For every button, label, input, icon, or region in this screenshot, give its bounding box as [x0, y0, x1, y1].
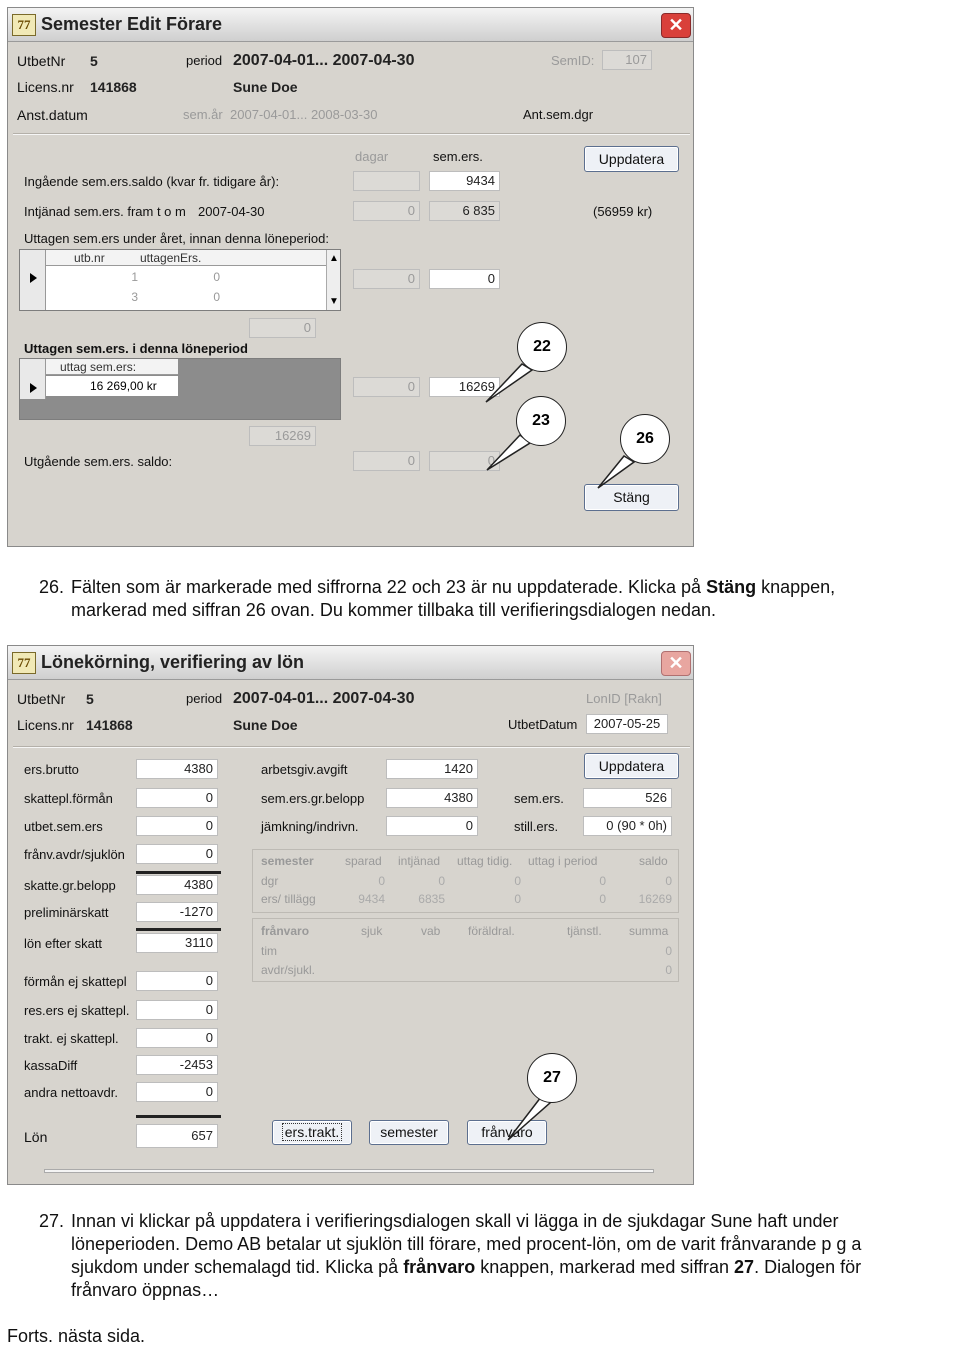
- grid2-total-field: 16269: [249, 426, 316, 446]
- dgr-sparad: 0: [378, 874, 385, 888]
- grid-header-uttagen: uttagenErs.: [140, 251, 202, 265]
- ers-sparad: 9434: [358, 892, 385, 906]
- uppdatera-button[interactable]: Uppdatera: [584, 753, 679, 779]
- window-title: Semester Edit Förare: [41, 14, 223, 34]
- row-ers-label: ers/ tillägg: [261, 892, 316, 906]
- table-row[interactable]: 1: [131, 270, 138, 284]
- app-icon: 77: [12, 14, 36, 36]
- ingaende-semers-field: 9434: [429, 171, 500, 191]
- step-26-text: markerad med siffran: [71, 600, 246, 620]
- col-sjuk: sjuk: [361, 924, 383, 938]
- step-number: 26.: [39, 577, 65, 597]
- utbetnr-label: UtbetNr: [17, 53, 66, 69]
- utbet-semers-field: 0: [136, 816, 218, 836]
- jamkning-label: jämkning/indrivn.: [261, 819, 359, 834]
- name-value: Sune Doe: [233, 79, 298, 95]
- skattepl-formon-label: skattepl.förmån: [24, 791, 113, 806]
- col-uttag-period: uttag i period: [528, 854, 598, 868]
- col-sparad: sparad: [345, 854, 382, 868]
- semester-button[interactable]: semester: [369, 1120, 449, 1145]
- intjanad-dagar-field: 0: [353, 201, 420, 221]
- table-row[interactable]: 0: [213, 270, 220, 284]
- preliminarskatt-field: -1270: [136, 902, 218, 922]
- uttagen-period-label: Uttagen sem.ers. i denna löneperiod: [24, 341, 248, 356]
- close-button[interactable]: [661, 651, 691, 676]
- antsemdgr-label: Ant.sem.dgr: [523, 107, 594, 122]
- step-27-ref-27: 27: [734, 1257, 755, 1277]
- semester-summary: [252, 849, 679, 913]
- resers-ej-label: res.ers ej skattepl.: [24, 1003, 130, 1018]
- andra-nettoavdr-label: andra nettoavdr.: [24, 1085, 118, 1100]
- step-27-line-3: [71, 1256, 861, 1279]
- semid-label: SemID:: [551, 53, 595, 68]
- step-27-text: . Dialogen för: [754, 1257, 862, 1277]
- stillers-label: still.ers.: [514, 819, 559, 834]
- kassadiff-label: kassaDiff: [24, 1058, 78, 1073]
- close-icon: ✕: [668, 15, 684, 35]
- progress-track: [44, 1169, 654, 1173]
- sum-line: [136, 928, 221, 931]
- period-value: 2007-04-01... 2007-04-30: [233, 52, 415, 69]
- col-dagar: dagar: [355, 149, 389, 164]
- preliminarskatt-label: preliminärskatt: [24, 905, 109, 920]
- close-icon: ✕: [668, 653, 684, 673]
- step-26-text: och: [406, 577, 446, 597]
- arbetsgiv-field: 1420: [386, 759, 478, 779]
- kr-total: (56959 kr): [593, 204, 653, 219]
- ers-intjanad: 6835: [418, 892, 445, 906]
- header-separator: [13, 746, 690, 748]
- period-value: 2007-04-01... 2007-04-30: [233, 690, 415, 707]
- callout-22: 22: [517, 322, 567, 372]
- step-26-text: Fälten som är markerade med siffrorna: [71, 577, 387, 597]
- period-label: period: [186, 53, 223, 68]
- avdr-summa: 0: [665, 963, 672, 977]
- resers-ej-field: 0: [136, 1000, 218, 1020]
- step-26-text: är nu uppdaterade. Klicka på: [465, 577, 707, 597]
- row-avdr-label: avdr/sjukl.: [261, 963, 316, 977]
- grid-header-utbnr: utb.nr: [74, 251, 105, 265]
- semers-field: 526: [583, 788, 672, 808]
- franvaro-header: frånvaro: [261, 924, 310, 938]
- uttagen-semers-field: 0: [429, 269, 500, 289]
- uttagen-dagar-field: 0: [353, 269, 420, 289]
- utbetdatum-field[interactable]: 2007-05-25: [586, 714, 668, 734]
- row-tim-label: tim: [261, 944, 277, 958]
- utbetnr-label: UtbetNr: [17, 691, 66, 707]
- licens-value: 141868: [90, 79, 137, 95]
- lonid-label: LonID [Rakn]: [586, 691, 662, 706]
- callout-23: 23: [516, 396, 566, 446]
- col-tjanstl: tjänstl.: [567, 924, 602, 938]
- utbetnr-value: 5: [90, 53, 98, 69]
- ers-trakt-label: ers.trakt.: [282, 1123, 342, 1141]
- col-summa: summa: [629, 924, 669, 938]
- dgr-uttag-period: 0: [599, 874, 606, 888]
- step-26-text: ovan. Du kommer tillbaka till verifieringsdialogen nedan.: [265, 600, 717, 620]
- semar-value: 2007-04-01... 2008-03-30: [230, 107, 378, 122]
- franvaro-button[interactable]: frånvaro: [467, 1120, 547, 1145]
- step-26-ref-26: 26: [245, 600, 266, 620]
- lon-efter-skatt-field: 3110: [136, 933, 218, 953]
- licens-label: Licens.nr: [17, 79, 74, 95]
- utgaende-semers-field: 0: [429, 451, 500, 471]
- semers-label: sem.ers.: [514, 791, 564, 806]
- col-semers: sem.ers.: [433, 149, 483, 164]
- grid-header-uttag: uttag sem.ers:: [60, 360, 137, 374]
- step-27-line-1: Innan vi klickar på uppdatera i verifieringsdialogen skall vi lägga in de sjukdagar Sune haft under: [71, 1211, 839, 1231]
- ers-uttag-tidig: 0: [514, 892, 521, 906]
- lon-label: Lön: [24, 1129, 48, 1145]
- callout-pointers: [0, 0, 960, 560]
- skatte-gr-belopp-field: 4380: [136, 875, 218, 895]
- intjanad-semers-field: 6 835: [429, 201, 500, 221]
- footer-continued: Forts. nästa sida.: [7, 1326, 146, 1346]
- licens-label: Licens.nr: [17, 717, 74, 733]
- formon-ej-field: 0: [136, 971, 218, 991]
- jamkning-field: 0: [386, 816, 478, 836]
- step-26-line-2: [71, 599, 716, 622]
- licens-value: 141868: [86, 717, 133, 733]
- col-foraldral: föräldral.: [468, 924, 515, 938]
- intjanad-date: 2007-04-30: [198, 204, 265, 219]
- col-vab: vab: [421, 924, 441, 938]
- stillers-field: 0 (90 * 0h): [583, 816, 672, 836]
- stang-button[interactable]: Stäng: [584, 484, 679, 511]
- trakt-ej-label: trakt. ej skattepl.: [24, 1031, 119, 1046]
- step-27-text: knappen, markerad med siffran: [475, 1257, 735, 1277]
- name-value: Sune Doe: [233, 717, 298, 733]
- scroll-down-icon[interactable]: ▼: [329, 296, 339, 307]
- uttag-amount: 16 269,00 kr: [90, 379, 157, 393]
- window-title: Lönekörning, verifiering av lön: [41, 652, 305, 672]
- intjanad-label: Intjänad sem.ers. fram t o m: [24, 204, 186, 219]
- callout-27: 27: [527, 1053, 577, 1103]
- semar-label: sem.år: [183, 107, 223, 122]
- status-bar: [8, 1160, 694, 1185]
- dgr-intjanad: 0: [438, 874, 445, 888]
- step-26-stang-ref: Stäng: [706, 577, 757, 597]
- formon-ej-label: förmån ej skattepl: [24, 974, 127, 989]
- table-row[interactable]: 0: [213, 290, 220, 304]
- kassadiff-field: -2453: [136, 1055, 218, 1075]
- ingaende-label: Ingående sem.ers.saldo (kvar fr. tidigare år):: [24, 174, 280, 189]
- callout-26: 26: [620, 414, 670, 464]
- ers-brutto-field: 4380: [136, 759, 218, 779]
- lon-field: 657: [136, 1124, 218, 1148]
- step-27-line-2: löneperioden. Demo AB betalar ut sjuklön till förare, med procent-lön, om de varit frånvarande p g a: [71, 1234, 862, 1254]
- row-dgr-label: dgr: [261, 874, 279, 888]
- period-semers-field: 16269: [429, 377, 500, 397]
- semid-field: 107: [602, 50, 652, 70]
- sum-line: [136, 871, 221, 874]
- step-26-ref-23: 23: [445, 577, 466, 597]
- uppdatera-button[interactable]: Uppdatera: [584, 146, 679, 172]
- utgaende-dagar-field: 0: [353, 451, 420, 471]
- step-26-line-1: [71, 576, 835, 599]
- semester-header: semester: [261, 854, 314, 868]
- utbetdatum-label: UtbetDatum: [508, 717, 578, 732]
- app-icon: 77: [12, 652, 36, 674]
- ers-brutto-label: ers.brutto: [24, 762, 79, 777]
- lon-efter-skatt-label: lön efter skatt: [24, 936, 103, 951]
- step-27-line-4: frånvaro öppnas…: [71, 1280, 220, 1300]
- franv-avdr-label: frånv.avdr/sjuklön: [24, 847, 125, 862]
- step-number: 27.: [39, 1211, 65, 1231]
- semers-gr-label: sem.ers.gr.belopp: [261, 791, 365, 806]
- step-27-franvaro-ref: frånvaro: [403, 1257, 476, 1277]
- andra-nettoavdr-field: 0: [136, 1082, 218, 1102]
- utbetnr-value: 5: [86, 691, 94, 707]
- utbet-semers-label: utbet.sem.ers: [24, 819, 103, 834]
- dgr-uttag-tidig: 0: [514, 874, 521, 888]
- uttagen-label: Uttagen sem.ers under året, innan denna löneperiod:: [24, 231, 329, 246]
- tim-summa: 0: [665, 944, 672, 958]
- scroll-up-icon[interactable]: ▲: [329, 253, 339, 264]
- step-26-text: knappen,: [756, 577, 836, 597]
- skatte-gr-belopp-label: skatte.gr.belopp: [24, 878, 116, 893]
- grid1-total-field: 0: [249, 318, 316, 338]
- ers-uttag-period: 0: [599, 892, 606, 906]
- step-26-ref-22: 22: [386, 577, 407, 597]
- semers-gr-field: 4380: [386, 788, 478, 808]
- skattepl-formon-field: 0: [136, 788, 218, 808]
- callout-pointer-27: [0, 1080, 700, 1160]
- utgaende-label: Utgående sem.ers. saldo:: [24, 454, 173, 469]
- franvaro-summary: [252, 918, 679, 982]
- ers-saldo: 16269: [638, 892, 672, 906]
- title-bar: [8, 646, 693, 680]
- arbetsgiv-label: arbetsgiv.avgift: [261, 762, 348, 777]
- period-dagar-field: 0: [353, 377, 420, 397]
- period-label: period: [186, 691, 223, 706]
- step-27-text: sjukdom under schemalagd tid. Klicka på: [71, 1257, 404, 1277]
- table-row[interactable]: 3: [131, 290, 138, 304]
- franv-avdr-field: 0: [136, 844, 218, 864]
- anst-label: Anst.datum: [17, 107, 88, 123]
- trakt-ej-field: 0: [136, 1028, 218, 1048]
- col-uttag-tidig: uttag tidig.: [457, 854, 513, 868]
- col-saldo: saldo: [639, 854, 668, 868]
- col-intjanad: intjänad: [398, 854, 441, 868]
- dgr-saldo: 0: [665, 874, 672, 888]
